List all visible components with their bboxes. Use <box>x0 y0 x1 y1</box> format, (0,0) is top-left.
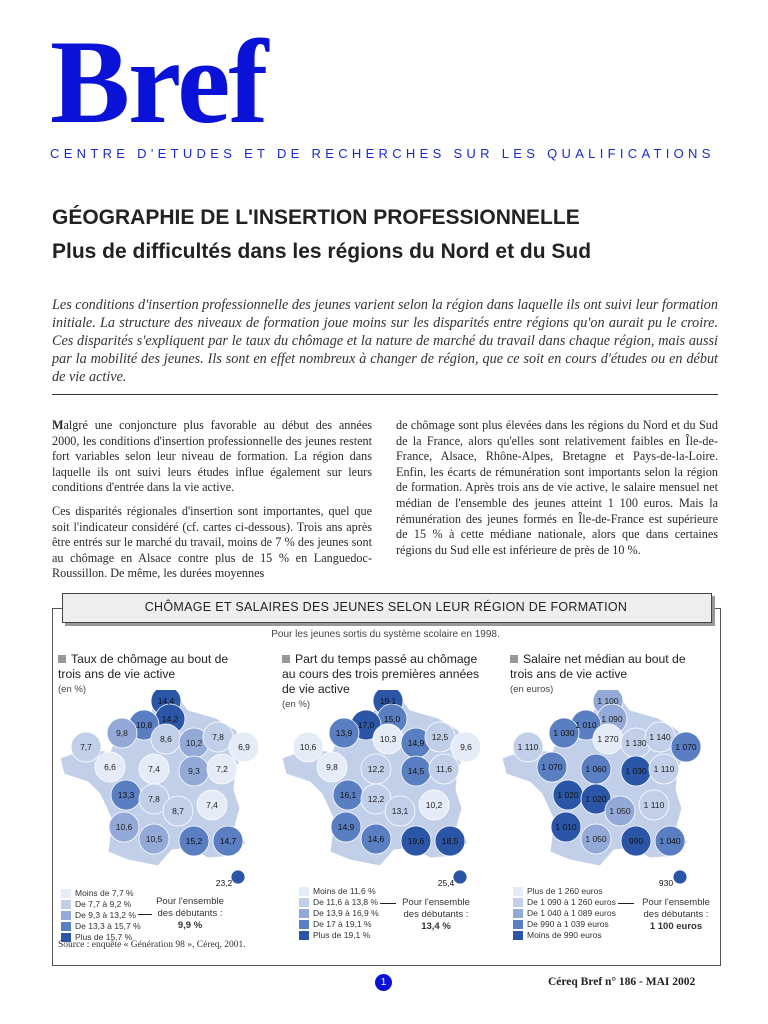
region-value-label: 7,4 <box>148 764 160 774</box>
paragraph: Ces disparités régionales d'insertion sont importantes, quel que soit l'indicateur considéré (cf. cartes ci-dessous). Trois ans après être entrés sur le marché du travail, moins de 7 % des jeunes sont au chômage en Alsace contre plus de 15 % en Languedoc-Roussillon. De même, les durées moyennes <box>52 503 372 581</box>
region-value-label: 25,4 <box>437 878 455 888</box>
region-value-label: 10,2 <box>185 738 203 748</box>
legend-item <box>298 897 379 908</box>
region-value-label: 15,2 <box>185 836 203 846</box>
square-bullet-icon <box>510 655 518 663</box>
region-value-label: 10,6 <box>115 822 133 832</box>
legend-label: Plus de 1 260 euros <box>527 886 603 897</box>
square-bullet-icon <box>58 655 66 663</box>
region-value-label: 9,8 <box>116 728 128 738</box>
map-title <box>510 652 710 682</box>
legend-item <box>60 899 141 910</box>
region-value-label: 1 040 <box>659 836 681 846</box>
legend-label: De 1 090 à 1 260 euros <box>527 897 616 908</box>
region-value-label: 19,1 <box>379 696 397 706</box>
legend-swatch <box>298 886 310 897</box>
region-value-label: 1 050 <box>585 834 607 844</box>
square-bullet-icon <box>282 655 290 663</box>
region-shape <box>231 870 245 884</box>
region-value-label: 1 110 <box>643 800 665 810</box>
legend-swatch <box>60 888 72 899</box>
region-value-label: 7,2 <box>216 764 228 774</box>
region-value-label: 1 070 <box>675 742 697 752</box>
legend-swatch <box>298 930 310 941</box>
region-value-label: 14,4 <box>157 696 175 706</box>
legend-item <box>60 921 141 932</box>
total-label: Pour l'ensemble des débutants : <box>156 896 224 919</box>
bref-logo: Bref <box>50 15 267 148</box>
total-label: Pour l'ensemble des débutants : <box>402 897 470 920</box>
legend-swatch <box>298 897 310 908</box>
intro-paragraph: Les conditions d'insertion professionnelle des jeunes varient selon la région dans laquelle ils ont suivi leur formation initiale. La structure des niveaux de formation joue moins sur les disparités entre régions qu'on aurait pu le croire. Ces disparités s'expliquent par le taux du chômage et la nature de marché du travail dans chaque région, mais aussi par la mobilité des jeunes. Ils sont en effet nombreux à changer de région, que ce soit en cours d'études ou en début de vie active. <box>52 297 718 385</box>
region-value-label: 9,6 <box>460 742 472 752</box>
total-value: 9,9 % <box>177 920 203 931</box>
region-value-label: 14,5 <box>407 766 425 776</box>
region-value-label: 14,9 <box>407 738 425 748</box>
region-value-label: 14,9 <box>337 822 355 832</box>
legend-label: De 13,9 à 16,9 % <box>313 908 379 919</box>
legend-swatch <box>512 919 524 930</box>
legend-connector <box>138 914 152 915</box>
region-value-label: 7,4 <box>206 800 218 810</box>
region-value-label: 1 020 <box>585 794 607 804</box>
legend-connector <box>380 903 396 904</box>
map-legend <box>298 886 379 941</box>
publisher-subtitle: CENTRE D'ETUDES ET DE RECHERCHES SUR LES QUALIFICATIONS <box>50 146 715 161</box>
region-value-label: 8,7 <box>172 806 184 816</box>
region-value-label: 1 140 <box>649 732 671 742</box>
column-left <box>52 418 372 590</box>
region-value-label: 1 130 <box>625 738 647 748</box>
region-shape <box>673 870 687 884</box>
legend-item <box>298 919 379 930</box>
region-value-label: 1 030 <box>553 728 575 738</box>
map-legend <box>512 886 616 941</box>
legend-swatch <box>512 930 524 941</box>
legend-connector <box>618 903 634 904</box>
region-shape <box>453 870 467 884</box>
region-value-label: 1 010 <box>555 822 577 832</box>
figure-subtitle: Pour les jeunes sortis du système scolaire en 1998. <box>271 629 500 640</box>
region-value-label: 9,3 <box>188 766 200 776</box>
region-value-label: 14,7 <box>219 836 237 846</box>
legend-item <box>512 897 616 908</box>
legend-item <box>60 910 141 921</box>
paragraph <box>52 418 372 496</box>
region-value-label: 14,2 <box>161 714 179 724</box>
france-map-unemployment <box>58 690 258 890</box>
figure-title: CHÔMAGE ET SALAIRES DES JEUNES SELON LEUR RÉGION DE FORMATION <box>144 600 628 614</box>
divider <box>52 394 718 395</box>
map-title <box>58 652 248 682</box>
region-value-label: 6,6 <box>104 762 116 772</box>
legend-label: De 990 à 1 039 euros <box>527 919 609 930</box>
region-value-label: 13,1 <box>391 806 409 816</box>
legend-item <box>512 908 616 919</box>
legend-swatch <box>298 908 310 919</box>
region-value-label: 16,1 <box>339 790 357 800</box>
france-map-unemployment-time <box>280 690 480 890</box>
column-right <box>396 418 718 566</box>
page-number: 1 <box>375 974 392 991</box>
region-value-label: 930 <box>658 878 674 888</box>
region-value-label: 1 110 <box>653 764 675 774</box>
map-title-text: Part du temps passé au chômage au cours des trois premières années de vie active <box>282 652 480 696</box>
legend-label: De 7,7 à 9,2 % <box>75 899 132 910</box>
region-value-label: 1 050 <box>609 806 631 816</box>
figure-source: Source : enquête « Génération 98 », Céreq, 2001. <box>58 940 246 950</box>
map-unit: (en %) <box>58 684 86 695</box>
region-value-label: 10,8 <box>135 720 153 730</box>
region-value-label: 12,2 <box>367 794 385 804</box>
region-value-label: 12,5 <box>431 732 449 742</box>
article-subtitle: Plus de difficultés dans les régions du Nord et du Sud <box>52 240 592 263</box>
legend-item <box>512 919 616 930</box>
legend-label: De 9,3 à 13,2 % <box>75 910 136 921</box>
legend-label: De 1 040 à 1 089 euros <box>527 908 616 919</box>
region-value-label: 11,6 <box>436 764 452 774</box>
legend-item <box>512 930 616 941</box>
legend-label: Moins de 990 euros <box>527 930 602 941</box>
total-value: 13,4 % <box>421 921 451 932</box>
legend-label: Plus de 15,7 % <box>75 932 133 943</box>
france-map-salary <box>500 690 710 890</box>
legend-item <box>60 888 141 899</box>
region-value-label: 18,5 <box>441 836 459 846</box>
total-value: 1 100 euros <box>649 921 703 932</box>
region-value-label: 19,6 <box>407 836 425 846</box>
region-value-label: 12,2 <box>367 764 385 774</box>
legend-label: Moins de 11,6 % <box>313 886 376 897</box>
legend-item <box>298 886 379 897</box>
legend-item <box>298 908 379 919</box>
legend-swatch <box>512 886 524 897</box>
region-value-label: 1 020 <box>557 790 579 800</box>
legend-item <box>298 930 379 941</box>
drop-cap: M <box>52 418 64 432</box>
legend-swatch <box>512 908 524 919</box>
region-value-label: 13,3 <box>117 790 135 800</box>
legend-label: De 17 à 19,1 % <box>313 919 372 930</box>
legend-swatch <box>60 921 72 932</box>
region-value-label: 1 070 <box>541 762 563 772</box>
legend-label: Plus de 19,1 % <box>313 930 371 941</box>
total-label: Pour l'ensemble des débutants : <box>642 897 710 920</box>
region-value-label: 13,9 <box>335 728 353 738</box>
region-value-label: 1 010 <box>575 720 597 730</box>
region-value-label: 1 030 <box>625 766 647 776</box>
region-value-label: 17,0 <box>357 720 375 730</box>
map-title-text: Salaire net médian au bout de trois ans de vie active <box>510 652 686 681</box>
region-value-label: 1 270 <box>597 734 619 744</box>
map-unit: (en euros) <box>510 684 554 695</box>
region-value-label: 15,0 <box>383 714 401 724</box>
legend-swatch <box>512 897 524 908</box>
region-value-label: 14,6 <box>367 834 385 844</box>
paragraph-text: algré une conjoncture plus favorable au début des années 2000, les conditions d'insertion professionnelle des jeunes restent fort variables selon leur niveau de formation. La région dans laquelle ils ont suivi leurs études influe également sur leurs conditions d'entrée dans la vie active. <box>52 418 372 495</box>
region-value-label: 6,9 <box>238 742 250 752</box>
map-legend <box>60 888 141 943</box>
legend-label: Moins de 7,7 % <box>75 888 134 899</box>
map-total <box>396 897 476 933</box>
region-value-label: 1 090 <box>601 714 623 724</box>
paragraph: de chômage sont plus élevées dans les régions du Nord et du Sud de la France, alors qu'elles sont relativement faibles en Île-de-France, Alsace, Rhône-Alpes, Bretagne et Pays-de-la-Loire. Enfin, les écarts de rémunération sont importants selon la région de formation. Après trois ans de vie active, le salaire mensuel net médian de l'ensemble des jeunes atteint 1 100 euros. Mais la rémunération des jeunes formés en Île-de-France est supérieure de 15 % à cette médiane nationale, alors que dans certaines régions du Sud elle est inférieure de près de 10 %. <box>396 418 718 557</box>
region-value-label: 10,5 <box>145 834 163 844</box>
region-value-label: 7,8 <box>212 732 224 742</box>
region-value-label: 1 100 <box>597 696 619 706</box>
article-title: GÉOGRAPHIE DE L'INSERTION PROFESSIONNELLE <box>52 206 580 229</box>
region-value-label: 10,2 <box>425 800 443 810</box>
region-value-label: 990 <box>628 836 644 846</box>
footer-citation: Céreq Bref n° 186 - MAI 2002 <box>548 976 696 988</box>
legend-item <box>512 886 616 897</box>
region-value-label: 1 060 <box>585 764 607 774</box>
legend-label: De 11,6 à 13,8 % <box>313 897 379 908</box>
legend-swatch <box>298 919 310 930</box>
legend-swatch <box>60 899 72 910</box>
region-value-label: 7,8 <box>148 794 160 804</box>
map-total <box>150 896 230 932</box>
legend-label: De 13,3 à 15,7 % <box>75 921 141 932</box>
region-value-label: 10,3 <box>379 734 397 744</box>
region-value-label: 1 110 <box>517 742 539 752</box>
region-value-label: 8,6 <box>160 734 172 744</box>
map-unit: (en %) <box>282 699 310 710</box>
map-total <box>634 897 718 933</box>
region-value-label: 23,2 <box>215 878 233 888</box>
legend-swatch <box>60 910 72 921</box>
region-value-label: 7,7 <box>80 742 92 752</box>
region-value-label: 9,8 <box>326 762 338 772</box>
map-title-text: Taux de chômage au bout de trois ans de vie active <box>58 652 229 681</box>
region-value-label: 10,6 <box>299 742 317 752</box>
